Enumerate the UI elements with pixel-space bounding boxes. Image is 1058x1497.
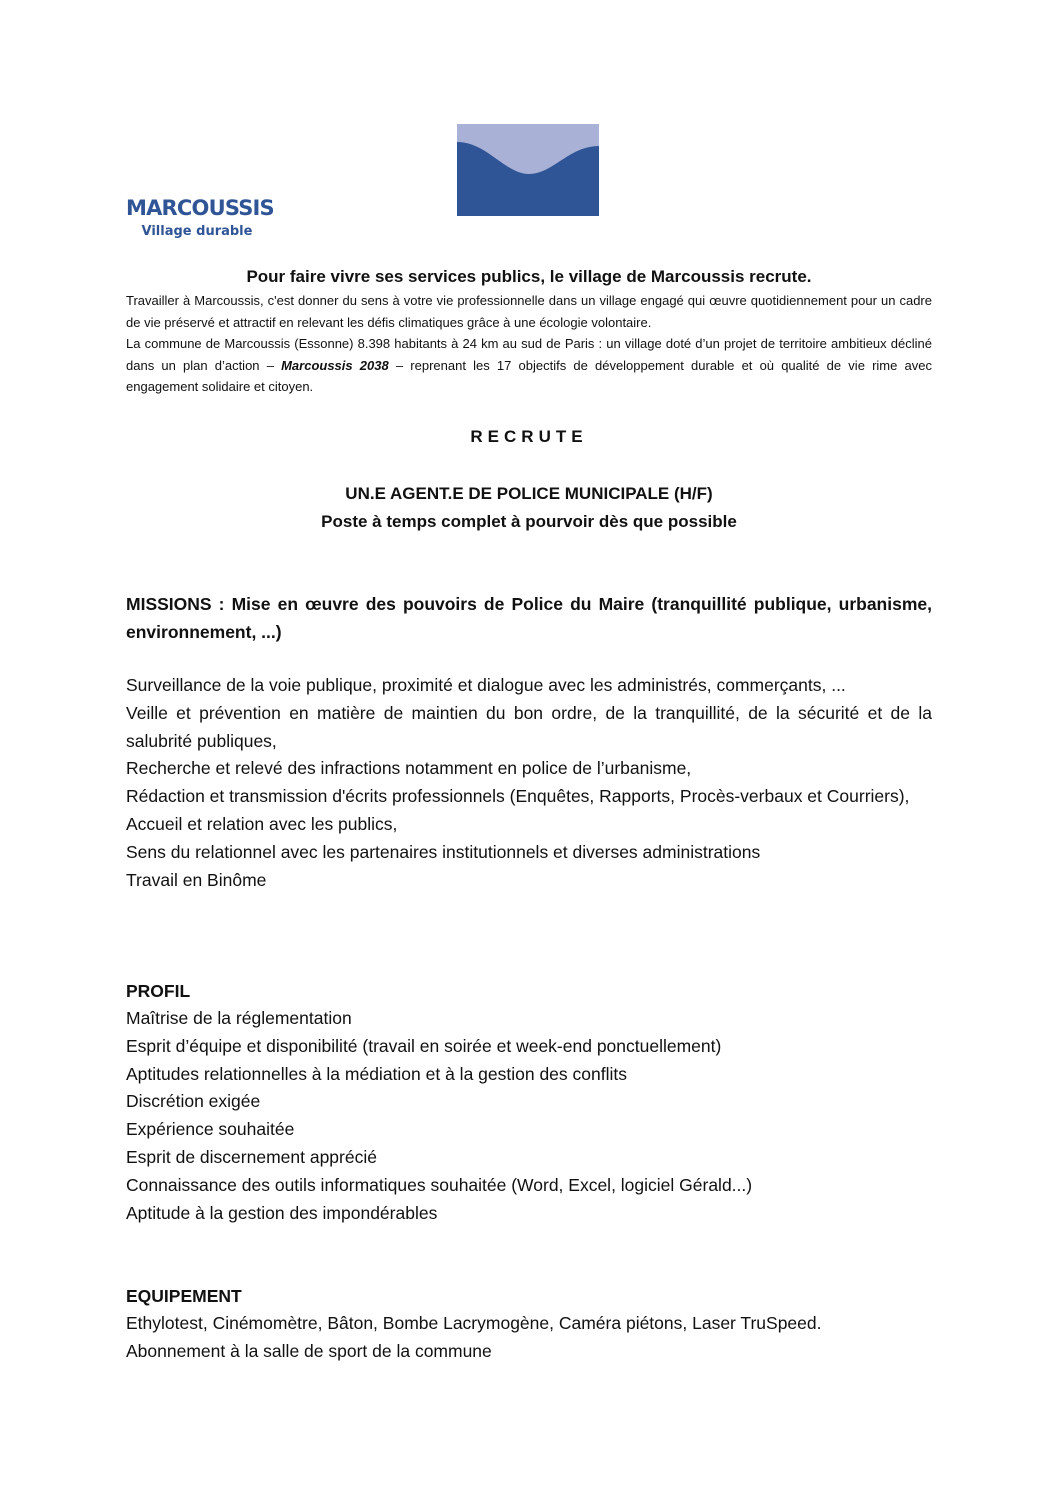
- equipement-heading: EQUIPEMENT: [126, 1286, 242, 1306]
- list-item: Aptitudes relationnelles à la médiation et à la gestion des conflits: [126, 1063, 627, 1084]
- intro-text-part: – reprenant les 17 objectifs de développement durable et où qualité de vie rime avec engagement solidaire et citoyen.: [126, 357, 932, 394]
- logo-wave-graphic: [457, 124, 599, 216]
- logo-name: MARCOUSSIS: [126, 196, 274, 220]
- list-item: Discrétion exigée: [126, 1091, 261, 1112]
- list-item: Surveillance de la voie publique, proximité et dialogue avec les administrés, commerçants, ...: [126, 675, 846, 695]
- intro-paragraph-2: [126, 333, 932, 398]
- missions-list: [126, 672, 932, 894]
- list-item: Recherche et relevé des infractions notamment en police de l’urbanisme,: [126, 758, 692, 779]
- recrute-heading: RECRUTE: [470, 427, 588, 446]
- job-title: UN.E AGENT.E DE POLICE MUNICIPALE (H/F): [345, 484, 713, 503]
- list-item: Veille et prévention en matière de maintien du bon ordre, de la tranquillité, de la sécurité et de la salubrité publiques,: [126, 702, 932, 751]
- logo-emblem: [457, 124, 599, 216]
- intro-text: [126, 290, 932, 398]
- profil-section: [126, 977, 932, 1227]
- list-item: Accueil et relation avec les publics,: [126, 813, 398, 834]
- job-heading: [126, 480, 932, 536]
- profil-heading: PROFIL: [126, 981, 191, 1001]
- list-item: Esprit de discernement apprécié: [126, 1146, 377, 1167]
- list-item: Abonnement à la salle de sport de la commune: [126, 1340, 492, 1361]
- list-item: Ethylotest, Cinémomètre, Bâton, Bombe Lacrymogène, Caméra piétons, Laser TruSpeed.: [126, 1313, 822, 1333]
- intro-text-part: La commune de Marcoussis (Essonne) 8.398 habitants à 24 km au sud de Paris : un village doté d’un projet de territoire ambitieux décliné dans un plan d’action –: [126, 336, 932, 373]
- list-item: Rédaction et transmission d'écrits professionnels (Enquêtes, Rapports, Procès-verbaux et Courriers),: [126, 786, 910, 807]
- list-item: Aptitude à la gestion des impondérables: [126, 1202, 438, 1223]
- plan-name: Marcoussis 2038: [281, 357, 389, 373]
- equipement-section: [126, 1282, 932, 1366]
- intro-paragraph-1: Travailler à Marcoussis, c'est donner du sens à votre vie professionnelle dans un village engagé qui œuvre quotidiennement pour un cadre de vie préservé et attractif en relevant les défis climatiques grâce à une écologie volontaire.: [126, 293, 932, 330]
- list-item: Connaissance des outils informatiques souhaitée (Word, Excel, logiciel Gérald...): [126, 1174, 753, 1195]
- list-item: Esprit d’équipe et disponibilité (travail en soirée et week-end ponctuellement): [126, 1035, 722, 1056]
- logo-tagline: Village durable: [141, 224, 253, 239]
- list-item: Sens du relationnel avec les partenaires institutionnels et diverses administrations: [126, 841, 761, 862]
- missions-heading: MISSIONS : Mise en œuvre des pouvoirs de Police du Maire (tranquillité publique, urbanisme, environnement, ...): [126, 594, 932, 642]
- job-subtitle: Poste à temps complet à pourvoir dès que possible: [321, 512, 737, 531]
- list-item: Travail en Binôme: [126, 869, 267, 890]
- marcoussis-logo: [457, 124, 599, 242]
- list-item: Expérience souhaitée: [126, 1119, 295, 1140]
- headline: Pour faire vivre ses services publics, le village de Marcoussis recrute.: [246, 267, 812, 286]
- list-item: Maîtrise de la réglementation: [126, 1008, 352, 1028]
